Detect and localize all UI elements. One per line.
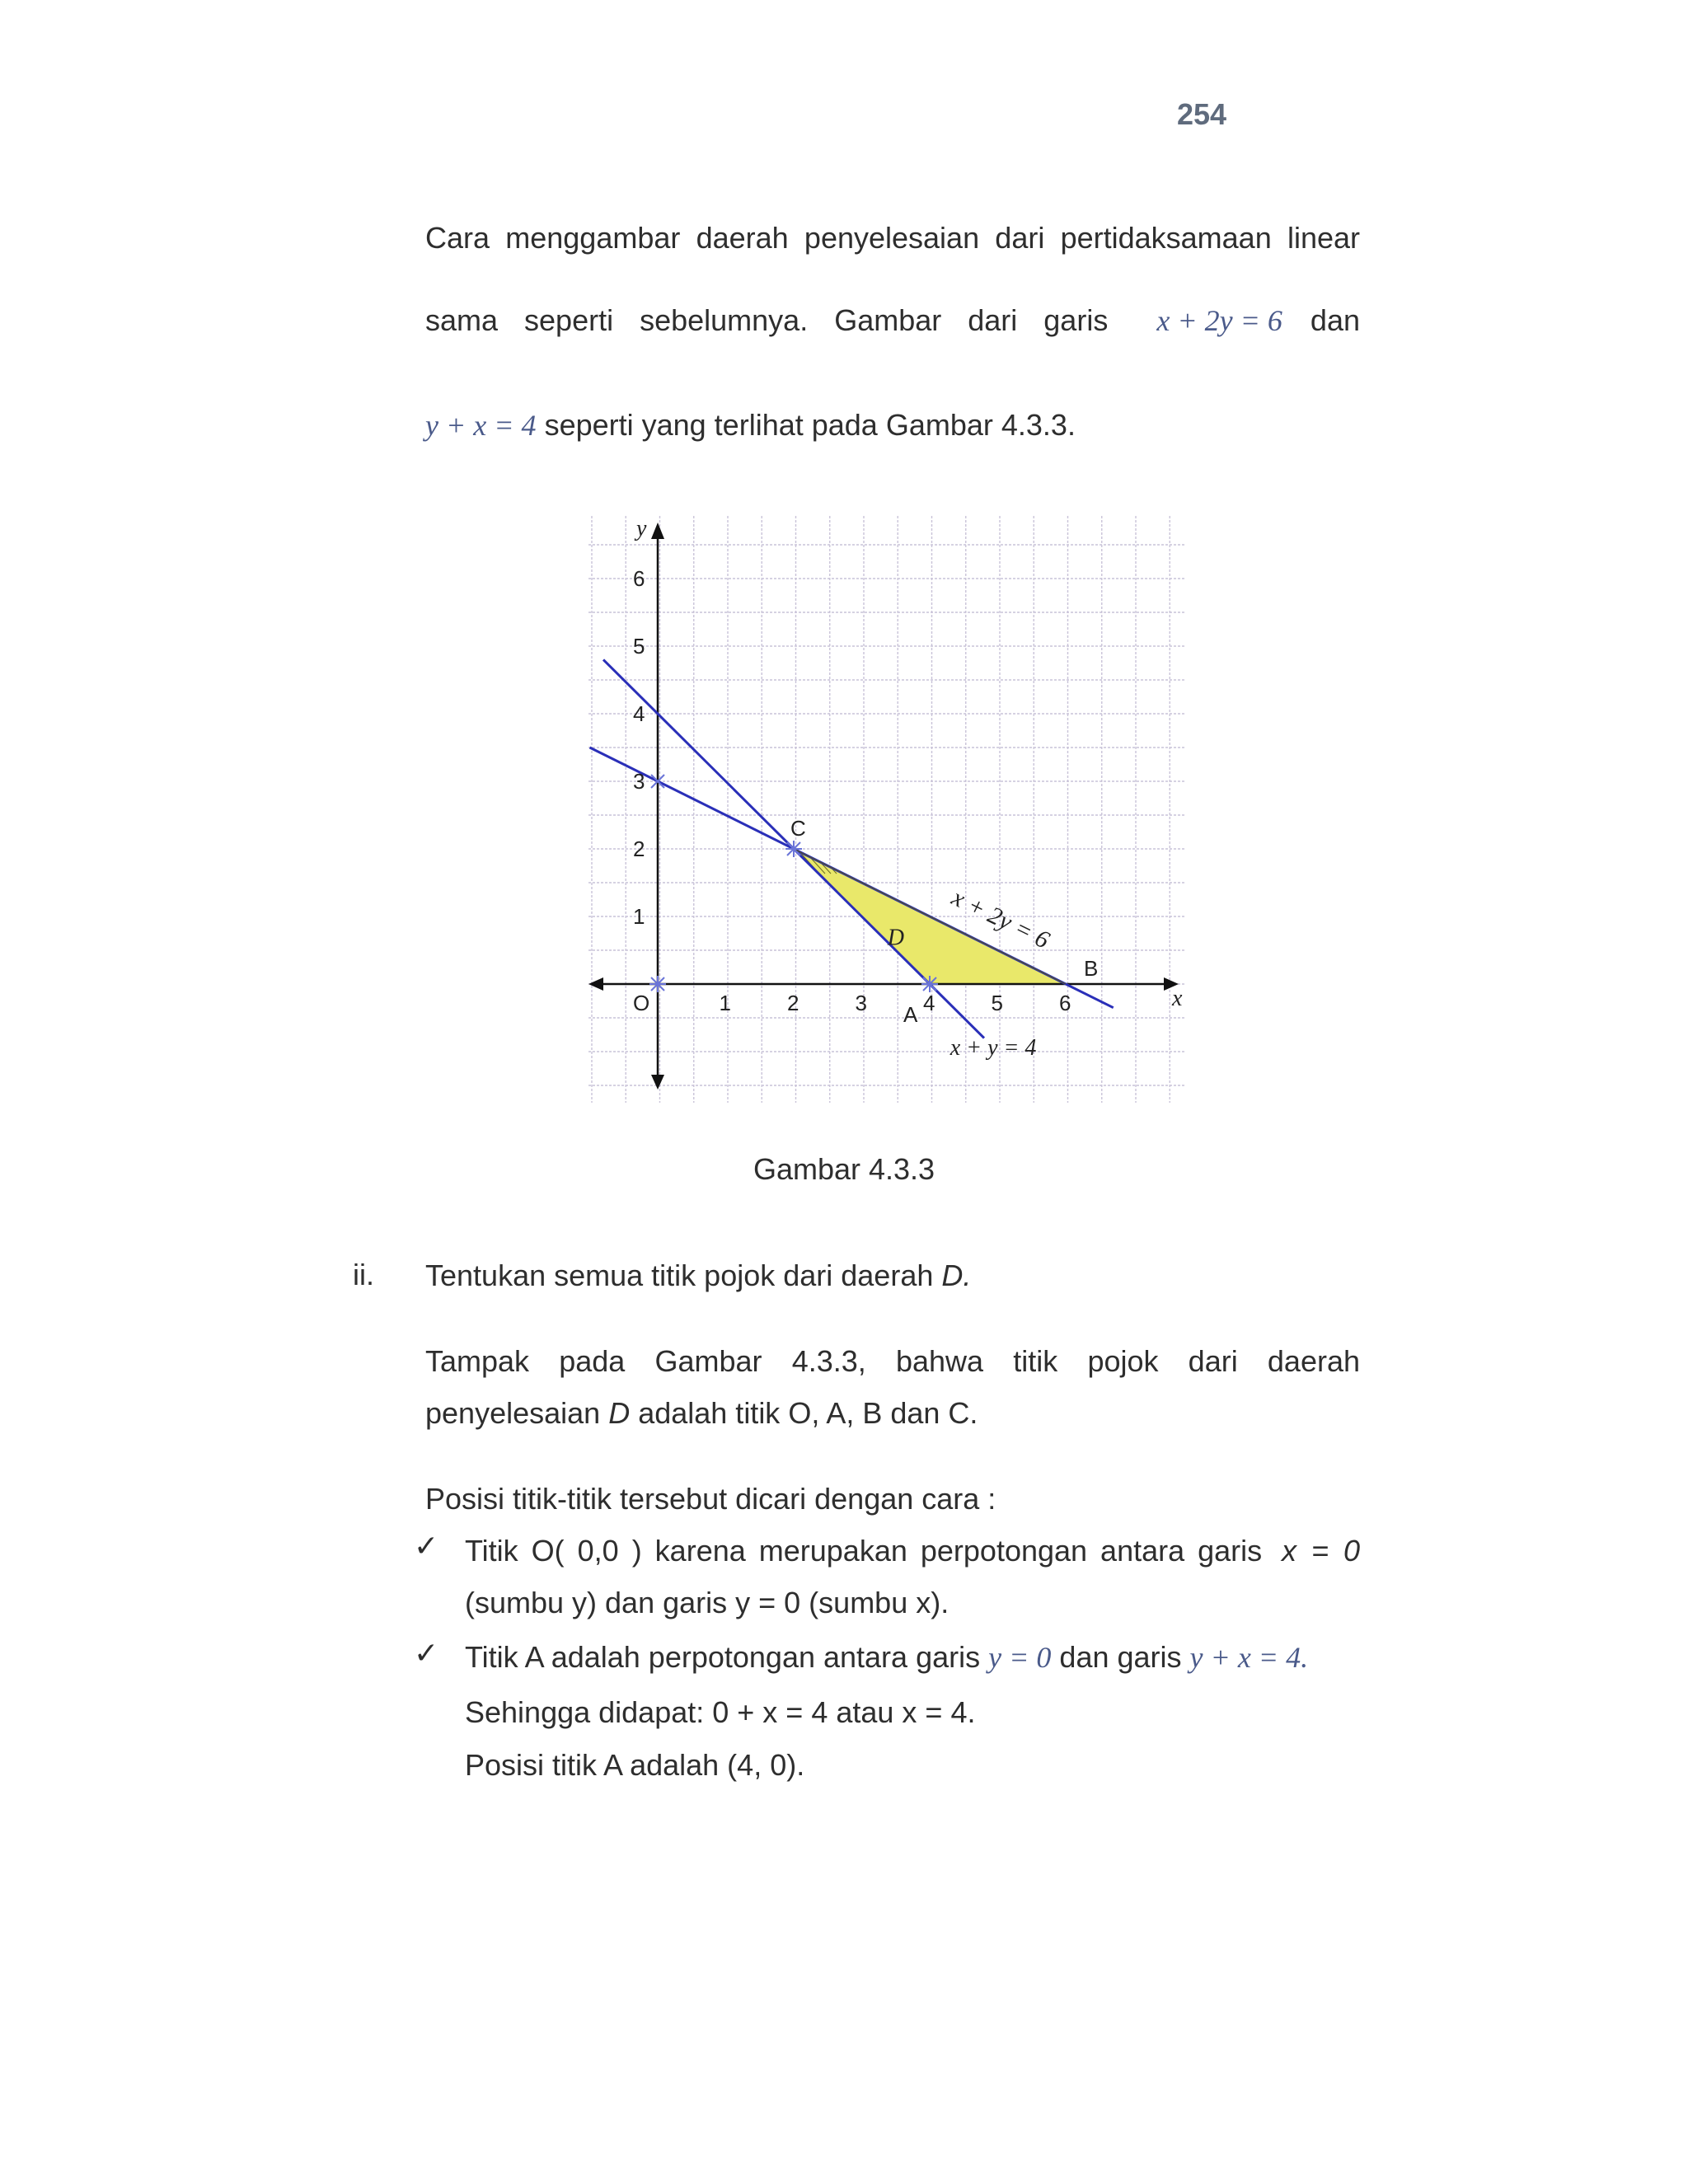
hatch-line xyxy=(968,511,1189,874)
paragraph-2: Posisi titik-titik tersebut dicari dengan cara : xyxy=(425,1482,996,1516)
intro-line-2 xyxy=(425,298,1360,343)
hatch-line xyxy=(585,511,750,874)
hatch-line xyxy=(657,511,987,874)
y-tick-label: 3 xyxy=(633,769,645,794)
hatch-line xyxy=(876,511,1189,874)
paragraph-1-line-1: Tampak pada Gambar 4.3.3, bahwa titik pojok dari daerah xyxy=(425,1344,1360,1378)
bullet-2-line-1 xyxy=(465,1635,1308,1680)
equation-1: x + 2y = 6 xyxy=(1156,304,1282,337)
bullet-1-line-2: (sumbu y) dan garis y = 0 (sumbu x). xyxy=(465,1586,950,1619)
hatch-line xyxy=(1072,511,1189,874)
hatch-line xyxy=(585,511,900,874)
hatch-line xyxy=(720,511,1050,874)
x-tick-label: 4 xyxy=(923,991,935,1015)
section-ii-heading xyxy=(425,1254,971,1298)
hatch-line xyxy=(824,511,1154,874)
hatch-line xyxy=(945,511,1189,874)
y-tick-label: 5 xyxy=(633,634,645,658)
hatch-line xyxy=(922,511,1189,874)
hatch-line xyxy=(1095,511,1189,874)
vertex-marker-A xyxy=(921,976,938,992)
hatch-line xyxy=(692,511,1021,874)
hatch-line xyxy=(1159,511,1189,874)
section-ii-heading-text: Tentukan semua titik pojok dari daerah xyxy=(425,1258,934,1292)
hatch-line xyxy=(726,511,1056,874)
hatch-line xyxy=(847,511,1177,874)
line-label-x-plus-2y: x + 2y = 6 xyxy=(947,883,1054,954)
hatch-line xyxy=(784,511,1114,874)
intro-line-2-words xyxy=(425,298,1282,343)
hatch-line xyxy=(905,511,1189,874)
hatch-line xyxy=(1113,511,1189,874)
hatch-line xyxy=(585,511,894,874)
hatch-line xyxy=(663,511,992,874)
hatch-line xyxy=(790,511,1119,874)
y-tick-label: 1 xyxy=(633,904,645,929)
hatch-line xyxy=(732,511,1062,874)
hatch-line xyxy=(992,511,1189,874)
hatch-line xyxy=(703,511,1033,874)
hatch-line xyxy=(870,511,1189,874)
hatch-line xyxy=(807,511,1137,874)
check-icon: ✓ xyxy=(414,1529,439,1563)
hatch-line xyxy=(593,511,923,874)
hatch-line xyxy=(585,511,808,874)
hatch-line xyxy=(738,511,1067,874)
hatch-line xyxy=(882,511,1189,874)
region-hatching xyxy=(585,511,1189,874)
hatch-line xyxy=(934,511,1189,874)
hatch-line xyxy=(1188,511,1189,874)
hatch-line xyxy=(645,511,975,874)
hatch-line xyxy=(1176,511,1189,874)
bullet-2-eq2: y + x = 4. xyxy=(1189,1641,1309,1674)
hatch-line xyxy=(668,511,998,874)
vertex-marker-O xyxy=(649,976,666,992)
hatch-line xyxy=(761,511,1090,874)
hatch-line xyxy=(585,511,773,874)
p1-line2-b: adalah titik O, A, B dan C. xyxy=(638,1396,978,1430)
x-axis-label: x xyxy=(1172,986,1183,1011)
hatch-line xyxy=(1153,511,1189,874)
hatch-line xyxy=(709,511,1039,874)
bullet-1-line-1 xyxy=(465,1529,1360,1573)
section-ii-heading-var: D. xyxy=(941,1258,972,1292)
line-label-x-plus-y: x + y = 4 xyxy=(950,1035,1037,1062)
x-tick-label: 2 xyxy=(787,991,799,1015)
hatch-line xyxy=(674,511,1004,874)
intro-line-2-prefix: sama seperti sebelumnya. Gambar dari garis xyxy=(425,303,1109,337)
hatch-line xyxy=(917,511,1189,874)
hatch-line xyxy=(974,511,1189,874)
hatch-line xyxy=(1049,511,1189,874)
intro-line-3-suffix: seperti yang terlihat pada Gambar 4.3.3. xyxy=(544,408,1076,442)
hatch-line xyxy=(772,511,1102,874)
hatch-line xyxy=(1043,511,1189,874)
hatch-line xyxy=(842,511,1171,874)
hatch-line xyxy=(1090,511,1189,874)
p1-line2-a: penyelesaian xyxy=(425,1396,601,1430)
hatch-line xyxy=(585,511,814,874)
hatch-line xyxy=(1038,511,1189,874)
hatch-line xyxy=(1032,511,1189,874)
intro-line-3 xyxy=(425,403,1360,448)
x-tick-label: 5 xyxy=(991,991,1003,1015)
y-axis-arrow-down xyxy=(651,1075,664,1090)
hatch-line xyxy=(980,511,1189,874)
hatch-line xyxy=(1020,511,1189,874)
hatch-line xyxy=(585,511,877,874)
hatch-line xyxy=(1142,511,1189,874)
vertex-marker-C xyxy=(785,841,802,857)
hatch-line xyxy=(622,511,952,874)
hatch-line xyxy=(997,511,1189,874)
paragraph-1-line-2 xyxy=(425,1391,978,1436)
y-axis-label: y xyxy=(636,516,647,541)
hatch-line xyxy=(1026,511,1189,874)
hatch-line xyxy=(818,511,1148,874)
p1-line2-var: D xyxy=(608,1396,631,1430)
hatch-line xyxy=(1101,511,1189,874)
grid xyxy=(588,516,1185,1103)
bullet-2-line-2: Sehingga didapat: 0 + x = 4 atau x = 4. xyxy=(465,1695,976,1729)
bullet-1-text: Titik O( 0,0 ) karena merupakan perpotongan antara garis xyxy=(465,1534,1263,1568)
hatch-line xyxy=(680,511,1010,874)
hatch-line xyxy=(928,511,1189,874)
hatch-line xyxy=(963,511,1189,874)
point-label-B: B xyxy=(1084,956,1099,981)
y-tick-label: 2 xyxy=(633,837,645,861)
hatch-line xyxy=(1003,511,1189,874)
hatch-line xyxy=(986,511,1189,874)
hatch-line xyxy=(585,511,912,874)
intro-line-2-suffix: dan xyxy=(1310,303,1360,337)
hatch-line xyxy=(859,511,1189,874)
hatch-line xyxy=(605,511,935,874)
y-axis-arrow-up xyxy=(651,523,664,539)
bullet-1-eq: x = 0 xyxy=(1281,1534,1360,1568)
x-axis-arrow-left xyxy=(588,977,603,991)
hatch-line xyxy=(585,511,756,874)
x-tick-label: 1 xyxy=(719,991,731,1015)
axes xyxy=(588,523,1179,1090)
hatch-line xyxy=(1130,511,1189,874)
intro-line-1: Cara menggambar daerah penyelesaian dari pertidaksamaan linear xyxy=(425,221,1360,255)
hatch-line xyxy=(585,511,785,874)
labels xyxy=(633,516,1183,1061)
region-label: D xyxy=(887,925,904,951)
hatch-line xyxy=(585,511,865,874)
hatch-line xyxy=(1147,511,1189,874)
hatch-line xyxy=(585,511,825,874)
point-label-C: C xyxy=(790,816,806,841)
hatch-line xyxy=(957,511,1189,874)
hatch-line xyxy=(585,511,767,874)
hatch-line xyxy=(853,511,1183,874)
equation-2: y + x = 4 xyxy=(425,409,537,442)
hatch-line xyxy=(1165,511,1189,874)
origin-label: O xyxy=(633,991,650,1015)
hatch-line xyxy=(1078,511,1189,874)
hatch-line xyxy=(585,511,860,874)
list-marker-ii: ii. xyxy=(353,1258,374,1291)
bullet-2-mid: dan garis xyxy=(1059,1640,1182,1674)
page-number: 254 xyxy=(1177,97,1227,131)
hatch-line xyxy=(813,511,1142,874)
hatch-line xyxy=(585,511,819,874)
hatch-line xyxy=(830,511,1160,874)
hatch-line xyxy=(1170,511,1189,874)
hatch-line xyxy=(888,511,1189,874)
hatch-line xyxy=(617,511,946,874)
hatch-line xyxy=(865,511,1189,874)
hatch-line xyxy=(1055,511,1189,874)
hatch-line xyxy=(778,511,1108,874)
hatch-line xyxy=(697,511,1027,874)
bullet-2-line-3: Posisi titik A adalah (4, 0). xyxy=(465,1748,805,1782)
hatch-line xyxy=(585,511,889,874)
graph-svg xyxy=(585,511,1189,1108)
hatch-line xyxy=(1124,511,1189,874)
hatch-line xyxy=(1118,511,1189,874)
y-tick-label: 6 xyxy=(633,566,645,591)
hatch-line xyxy=(940,511,1189,874)
hatch-line xyxy=(893,511,1189,874)
hatch-line xyxy=(899,511,1189,874)
hatch-line xyxy=(585,511,790,874)
bullet-2-eq1: y = 0 xyxy=(988,1641,1052,1674)
figure-caption: Gambar 4.3.3 xyxy=(753,1152,935,1186)
hatch-line xyxy=(1136,511,1189,874)
hatch-line xyxy=(836,511,1165,874)
hatch-line xyxy=(951,511,1189,874)
check-icon: ✓ xyxy=(414,1636,439,1670)
hatch-line xyxy=(585,511,906,874)
hatch-line xyxy=(585,511,848,874)
hatch-line xyxy=(911,511,1189,874)
hatch-line xyxy=(1182,511,1189,874)
point-label-A: A xyxy=(903,1002,918,1027)
hatch-line xyxy=(585,511,779,874)
y-tick-label: 4 xyxy=(633,701,645,726)
figure-graph xyxy=(585,511,1189,1108)
hatch-line xyxy=(795,511,1125,874)
x-tick-label: 6 xyxy=(1059,991,1071,1015)
x-tick-label: 3 xyxy=(855,991,867,1015)
hatch-line xyxy=(1009,511,1189,874)
hatch-line xyxy=(1107,511,1189,874)
bullet-2-text: Titik A adalah perpotongan antara garis xyxy=(465,1640,981,1674)
